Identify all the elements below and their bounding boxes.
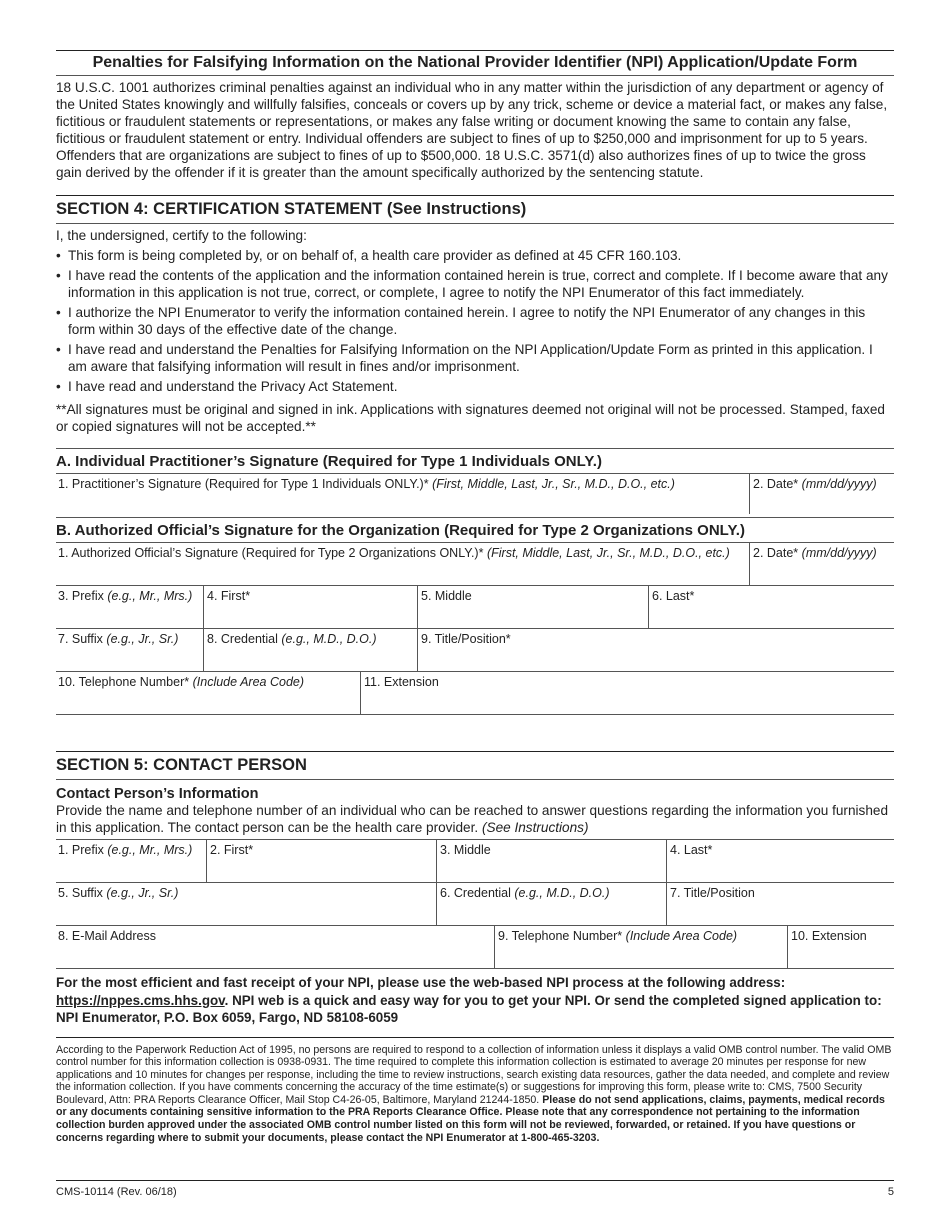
certification-item: • I have read the contents of the application and the information contained herein is true, correct and complete. If I become aware that any information in this application is not true, correct, or complete, I agree to notify the NPI Enumerator of this fact immediately. [56, 267, 894, 301]
page-footer [56, 1180, 894, 1198]
practitioner-signature-field[interactable]: 1. Practitioner’s Signature (Required for Type 1 Individuals ONLY.)* (First, Middle, Last, Jr., Sr., M.D., D.O., etc.) [58, 477, 675, 491]
official-extension-field[interactable]: 11. Extension [360, 672, 894, 714]
contact-suffix-field[interactable]: 5. Suffix (e.g., Jr., Sr.) [58, 886, 179, 900]
certification-item: • This form is being completed by, or on behalf of, a health care provider as defined at 45 CFR 160.103. [56, 247, 894, 264]
certification-item: • I have read and understand the Privacy Act Statement. [56, 378, 894, 395]
web-submission-note: For the most efficient and fast receipt of your NPI, please use the web-based NPI process at the following address: https://nppes.cms.hhs.gov. NPI web is a quick and easy way for you to get your NPI. Or send the completed signed application to: NPI Enumerator, P.O. Box 6059, Fargo, ND 58108-6059 [56, 975, 882, 1025]
nppes-link[interactable]: https://nppes.cms.hhs.gov [56, 992, 225, 1008]
contact-subheading: Contact Person’s Information [56, 786, 259, 802]
official-credential-field[interactable]: 8. Credential (e.g., M.D., D.O.) [203, 629, 417, 671]
practitioner-date-field[interactable]: 2. Date* (mm/dd/yyyy) [749, 474, 894, 514]
paperwork-reduction-notice: According to the Paperwork Reduction Act of 1995, no persons are required to respond to a collection of information unless it displays a valid OMB control number. The valid OMB control number for this information collection is 0938-0931. The time required to complete this information collection is estimated to average 20 minutes per response for new applications and 10 minutes for changes per response, including the time to review instructions, search existing data resources, gather the data needed, and complete and review the information collection. If you have comments concerning the accuracy of the time estimate(s) or suggestions for improving this form, please write to: CMS, 7500 Security Boulevard, Attn: PRA Reports Clearance Officer, Mail Stop C4-26-05, Baltimore, Maryland 21244-1850. Please do not send applications, claims, payments, medical records or any documents containing sensitive information to the PRA Reports Clearance Office. Please note that any correspondence not pertaining to the information collection burden approved under the associated OMB control number listed on this form will not be reviewed, forwarded, or retained. If you have questions or concerns regarding where to submit your documents, please contact the NPI Enumerator at 1-800-465-3203. [56, 1043, 892, 1144]
official-suffix-field[interactable]: 7. Suffix (e.g., Jr., Sr.) [58, 632, 179, 646]
certify-intro: I, the undersigned, certify to the following: [56, 228, 307, 243]
partB-row4 [56, 671, 894, 715]
contact-phone-field[interactable]: 9. Telephone Number* (Include Area Code) [494, 926, 787, 968]
contact-middle-name-field[interactable]: 3. Middle [436, 840, 666, 882]
page-number: 5 [887, 1186, 894, 1198]
official-date-field[interactable]: 2. Date* (mm/dd/yyyy) [749, 543, 894, 585]
official-signature-field[interactable]: 1. Authorized Official’s Signature (Required for Type 2 Organizations ONLY.)* (First, Middle, Last, Jr., Sr., M.D., D.O., etc.) [58, 546, 730, 560]
section5-heading: SECTION 5: CONTACT PERSON [56, 756, 307, 774]
contact-row2 [56, 882, 894, 925]
form-page [56, 50, 894, 1144]
official-title-field[interactable]: 9. Title/Position* [417, 629, 894, 671]
form-id: CMS-10114 (Rev. 06/18) [56, 1186, 177, 1198]
partB-heading: B. Authorized Official’s Signature for the Organization (Required for Type 2 Organizations ONLY.) [56, 522, 745, 539]
contact-description: Provide the name and telephone number of an individual who can be reached to answer questions regarding the information you furnished in this application. The contact person can be the health care provider. (See Instructions) [56, 803, 889, 835]
contact-row1 [56, 839, 894, 882]
partB-row3 [56, 628, 894, 671]
contact-extension-field[interactable]: 10. Extension [787, 926, 894, 968]
partA-heading: A. Individual Practitioner’s Signature (Required for Type 1 Individuals ONLY.) [56, 453, 602, 470]
contact-last-name-field[interactable]: 4. Last* [666, 840, 894, 882]
contact-row3 [56, 925, 894, 969]
contact-email-field[interactable]: 8. E-Mail Address [58, 929, 156, 943]
contact-credential-field[interactable]: 6. Credential (e.g., M.D., D.O.) [436, 883, 666, 925]
partB-row1 [56, 542, 894, 585]
certification-list [56, 247, 894, 395]
contact-prefix-field[interactable]: 1. Prefix (e.g., Mr., Mrs.) [58, 843, 193, 857]
official-prefix-field[interactable]: 3. Prefix (e.g., Mr., Mrs.) [58, 589, 193, 603]
official-last-name-field[interactable]: 6. Last* [648, 586, 894, 628]
penalties-title: Penalties for Falsifying Information on the National Provider Identifier (NPI) Application/Update Form [92, 54, 858, 71]
partB-row2 [56, 585, 894, 628]
official-first-name-field[interactable]: 4. First* [203, 586, 417, 628]
certification-item: • I have read and understand the Penalties for Falsifying Information on the NPI Application/Update Form as printed in this application. I am aware that falsifying information will result in fines and/or imprisonment. [56, 341, 894, 375]
official-phone-field[interactable]: 10. Telephone Number* (Include Area Code) [58, 675, 305, 689]
certification-item: • I authorize the NPI Enumerator to verify the information contained herein. I agree to notify the NPI Enumerator of any changes in this form within 30 days of the effective date of the change. [56, 304, 894, 338]
official-middle-name-field[interactable]: 5. Middle [417, 586, 648, 628]
section4-heading: SECTION 4: CERTIFICATION STATEMENT (See Instructions) [56, 200, 527, 218]
contact-first-name-field[interactable]: 2. First* [206, 840, 436, 882]
signature-note: **All signatures must be original and signed in ink. Applications with signatures deemed not original will not be processed. Stamped, faxed or copied signatures will not be accepted.** [56, 402, 885, 434]
contact-title-field[interactable]: 7. Title/Position [666, 883, 894, 925]
partA-row [56, 473, 894, 514]
penalties-text: 18 U.S.C. 1001 authorizes criminal penalties against an individual who in any matter within the jurisdiction of any department or agency of the United States knowingly and willfully falsifies, conceals or covers up by any trick, scheme or device a material fact, or makes any false, fictitious or fraudulent statements or representations, or makes any false writing or document knowing the same to contain any false, fictitious or fraudulent statement or entry. Individual offenders are subject to fines of up to $250,000 and imprisonment for up to 5 years. Offenders that are organizations are subject to fines of up to $500,000. 18 U.S.C. 3571(d) also authorizes fines of up to twice the gross gain derived by the offender if it is greater than the amount specifically authorized by the sentencing statute. [56, 80, 888, 180]
